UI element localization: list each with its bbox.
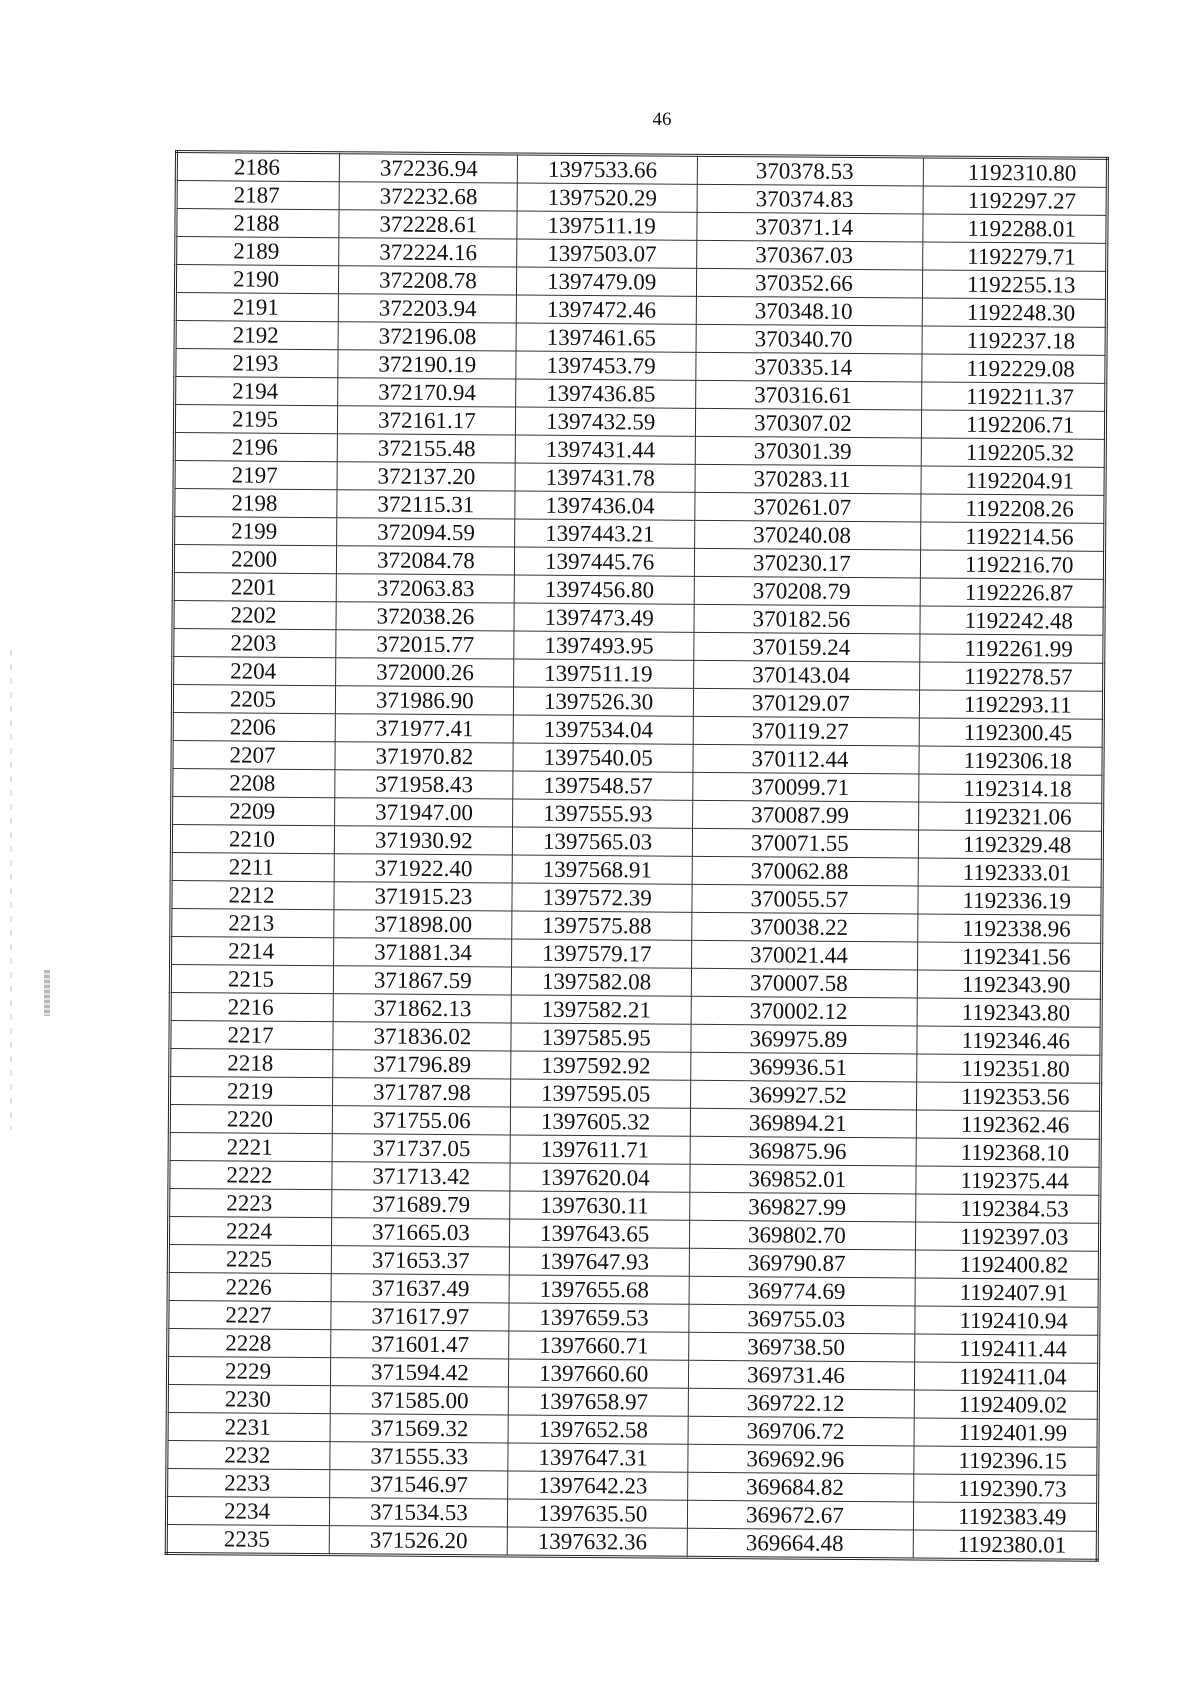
coordinate-y2-cell: 1192409.02 [914, 1390, 1098, 1419]
coordinate-y2-cell: 1192278.57 [920, 662, 1104, 691]
point-number-cell: 2222 [169, 1160, 332, 1189]
coordinate-x1-cell: 371737.05 [332, 1134, 510, 1163]
coordinate-y2-cell: 1192297.27 [923, 186, 1107, 215]
coordinate-y1-cell: 1397659.53 [509, 1303, 689, 1332]
coordinate-x2-cell: 370143.04 [694, 660, 920, 690]
coordinate-y2-cell: 1192226.87 [920, 578, 1104, 607]
coordinate-y1-cell: 1397575.88 [512, 911, 692, 940]
coordinate-x1-cell: 372236.94 [339, 153, 517, 183]
coordinate-y2-cell: 1192346.46 [917, 1026, 1101, 1055]
coordinate-x1-cell: 372094.59 [337, 518, 515, 547]
coordinate-x2-cell: 370002.12 [691, 996, 917, 1026]
coordinate-y2-cell: 1192279.71 [923, 242, 1107, 271]
coordinate-y1-cell: 1397445.76 [514, 547, 694, 576]
coordinate-x1-cell: 371958.43 [335, 770, 513, 799]
coordinate-x2-cell: 370159.24 [694, 632, 920, 662]
coordinate-x2-cell: 369672.67 [687, 1500, 913, 1530]
coordinate-y2-cell: 1192338.96 [918, 914, 1102, 943]
coordinate-y1-cell: 1397534.04 [513, 715, 693, 744]
point-number-cell: 2189 [176, 237, 339, 266]
coordinate-x1-cell: 372161.17 [337, 406, 515, 435]
coordinate-x2-cell: 370348.10 [696, 296, 922, 326]
coordinate-y1-cell: 1397643.65 [509, 1219, 689, 1248]
coordinate-x2-cell: 370240.08 [695, 520, 921, 550]
coordinate-y1-cell: 1397436.85 [516, 379, 696, 408]
coordinate-y1-cell: 1397511.19 [517, 211, 697, 240]
coordinate-x1-cell: 371617.97 [331, 1302, 509, 1331]
coordinate-x2-cell: 370230.17 [694, 548, 920, 578]
coordinate-y1-cell: 1397443.21 [515, 519, 695, 548]
coordinates-table [165, 150, 1109, 1562]
coordinate-x1-cell: 371867.59 [333, 966, 511, 995]
coordinate-y1-cell: 1397605.32 [510, 1107, 690, 1136]
coordinate-x1-cell: 371755.06 [332, 1106, 510, 1135]
coordinate-y1-cell: 1397647.93 [509, 1247, 689, 1276]
point-number-cell: 2186 [176, 152, 339, 182]
coordinate-y2-cell: 1192248.30 [922, 298, 1106, 327]
coordinate-y2-cell: 1192329.48 [918, 830, 1102, 859]
coordinate-y1-cell: 1397540.05 [513, 743, 693, 772]
point-number-cell: 2209 [172, 796, 335, 825]
coordinate-y2-cell: 1192300.45 [919, 718, 1103, 747]
coordinate-x2-cell: 369755.03 [689, 1304, 915, 1334]
point-number-cell: 2232 [167, 1440, 330, 1469]
point-number-cell: 2196 [174, 433, 337, 462]
coordinate-x1-cell: 371526.20 [329, 1526, 507, 1556]
point-number-cell: 2187 [176, 181, 339, 210]
coordinate-x1-cell: 372224.16 [339, 238, 517, 267]
point-number-cell: 2223 [169, 1188, 332, 1217]
coordinate-x2-cell: 369731.46 [688, 1360, 914, 1390]
coordinate-y2-cell: 1192411.04 [914, 1362, 1098, 1391]
page-number: 46 [652, 109, 672, 130]
coordinate-x2-cell: 370316.61 [696, 380, 922, 410]
coordinate-y1-cell: 1397473.49 [514, 603, 694, 632]
coordinate-y2-cell: 1192204.91 [921, 466, 1105, 495]
coordinate-y2-cell: 1192214.56 [921, 522, 1105, 551]
point-number-cell: 2205 [172, 684, 335, 713]
coordinate-x1-cell: 372000.26 [336, 658, 514, 687]
coordinate-y2-cell: 1192396.15 [914, 1446, 1098, 1475]
coordinate-x2-cell: 370352.66 [696, 268, 922, 298]
coordinate-y1-cell: 1397526.30 [513, 687, 693, 716]
coordinate-x1-cell: 372228.61 [339, 210, 517, 239]
coordinate-y1-cell: 1397585.95 [511, 1023, 691, 1052]
coordinate-y1-cell: 1397642.23 [508, 1471, 688, 1500]
coordinate-x1-cell: 371836.02 [333, 1022, 511, 1051]
coordinate-y1-cell: 1397568.91 [512, 855, 692, 884]
coordinate-x2-cell: 369975.89 [691, 1024, 917, 1054]
coordinate-y1-cell: 1397511.19 [514, 659, 694, 688]
coordinate-x1-cell: 371915.23 [334, 882, 512, 911]
coordinate-y2-cell: 1192336.19 [918, 886, 1102, 915]
coordinate-x2-cell: 369692.96 [688, 1444, 914, 1474]
coordinate-x2-cell: 370301.39 [695, 436, 921, 466]
coordinate-x1-cell: 371534.53 [329, 1498, 507, 1527]
coordinate-y1-cell: 1397579.17 [512, 939, 692, 968]
coordinate-y2-cell: 1192401.99 [914, 1418, 1098, 1447]
coordinate-y1-cell: 1397572.39 [512, 883, 692, 912]
coordinate-x1-cell: 371569.32 [330, 1414, 508, 1443]
coordinate-y2-cell: 1192242.48 [920, 606, 1104, 635]
coordinate-x1-cell: 371881.34 [334, 938, 512, 967]
coordinate-y2-cell: 1192293.11 [919, 690, 1103, 719]
coordinate-y1-cell: 1397595.05 [510, 1079, 690, 1108]
coordinate-x2-cell: 370099.71 [693, 772, 919, 802]
coordinate-x1-cell: 371653.37 [331, 1246, 509, 1275]
coordinate-x2-cell: 370307.02 [695, 408, 921, 438]
point-number-cell: 2216 [170, 992, 333, 1021]
scan-margin-artifact [10, 650, 12, 1130]
coordinate-y1-cell: 1397548.57 [513, 771, 693, 800]
coordinate-y2-cell: 1192343.90 [917, 970, 1101, 999]
coordinate-x2-cell: 370367.03 [697, 240, 923, 270]
coordinate-y1-cell: 1397493.95 [514, 631, 694, 660]
coordinate-y2-cell: 1192306.18 [919, 746, 1103, 775]
coordinate-x2-cell: 369706.72 [688, 1416, 914, 1446]
coordinate-x1-cell: 371546.97 [330, 1470, 508, 1499]
point-number-cell: 2210 [171, 824, 334, 853]
coordinate-y2-cell: 1192384.53 [916, 1194, 1100, 1223]
point-number-cell: 2226 [168, 1272, 331, 1301]
point-number-cell: 2227 [168, 1300, 331, 1329]
coordinate-x2-cell: 369927.52 [690, 1080, 916, 1110]
coordinate-x2-cell: 370261.07 [695, 492, 921, 522]
coordinate-y2-cell: 1192261.99 [920, 634, 1104, 663]
coordinate-x1-cell: 372232.68 [339, 182, 517, 211]
coordinate-x1-cell: 372208.78 [338, 266, 516, 295]
coordinate-x1-cell: 372203.94 [338, 294, 516, 323]
coordinate-x1-cell: 371922.40 [334, 854, 512, 883]
coordinate-x1-cell: 372063.83 [336, 574, 514, 603]
coordinate-y1-cell: 1397592.92 [511, 1051, 691, 1080]
coordinate-y2-cell: 1192229.08 [922, 354, 1106, 383]
coordinate-y2-cell: 1192333.01 [918, 858, 1102, 887]
point-number-cell: 2203 [173, 628, 336, 657]
coordinate-x2-cell: 370007.58 [691, 968, 917, 998]
coordinate-y1-cell: 1397660.71 [509, 1331, 689, 1360]
coordinate-y2-cell: 1192375.44 [916, 1166, 1100, 1195]
coordinate-y2-cell: 1192368.10 [916, 1138, 1100, 1167]
coordinate-y2-cell: 1192383.49 [913, 1502, 1097, 1531]
coordinate-x2-cell: 369802.70 [689, 1220, 915, 1250]
coordinate-y2-cell: 1192321.06 [919, 802, 1103, 831]
point-number-cell: 2200 [173, 545, 336, 574]
coordinate-x2-cell: 370374.83 [697, 184, 923, 214]
coordinate-x1-cell: 371796.89 [333, 1050, 511, 1079]
coordinate-y1-cell: 1397436.04 [515, 491, 695, 520]
coordinate-x2-cell: 370182.56 [694, 604, 920, 634]
coordinate-y2-cell: 1192208.26 [921, 494, 1105, 523]
coordinate-y2-cell: 1192314.18 [919, 774, 1103, 803]
coordinate-x1-cell: 371930.92 [334, 826, 512, 855]
coordinate-x1-cell: 372015.77 [336, 630, 514, 659]
coordinate-y1-cell: 1397479.09 [516, 267, 696, 296]
coordinate-x2-cell: 370038.22 [692, 912, 918, 942]
coordinate-y1-cell: 1397456.80 [514, 575, 694, 604]
coordinate-y2-cell: 1192237.18 [922, 326, 1106, 355]
coordinate-y1-cell: 1397652.58 [508, 1415, 688, 1444]
coordinate-y1-cell: 1397461.65 [516, 323, 696, 352]
coordinate-x2-cell: 370071.55 [692, 828, 918, 858]
coordinate-x1-cell: 372155.48 [337, 434, 515, 463]
coordinate-y2-cell: 1192205.32 [921, 438, 1105, 467]
coordinate-y2-cell: 1192390.73 [914, 1474, 1098, 1503]
coordinate-x1-cell: 371585.00 [330, 1386, 508, 1415]
coordinate-y2-cell: 1192310.80 [923, 157, 1107, 187]
coordinate-y1-cell: 1397655.68 [509, 1275, 689, 1304]
point-number-cell: 2195 [174, 405, 337, 434]
coordinate-y1-cell: 1397565.03 [512, 827, 692, 856]
coordinate-x2-cell: 370378.53 [697, 155, 923, 186]
coordinate-y1-cell: 1397520.29 [517, 183, 697, 212]
point-number-cell: 2199 [174, 517, 337, 546]
coordinate-y1-cell: 1397582.21 [511, 995, 691, 1024]
coordinate-x2-cell: 369936.51 [691, 1052, 917, 1082]
point-number-cell: 2229 [167, 1356, 330, 1385]
coordinate-x2-cell: 369684.82 [688, 1472, 914, 1502]
point-number-cell: 2213 [171, 908, 334, 937]
point-number-cell: 2225 [168, 1244, 331, 1273]
point-number-cell: 2197 [174, 461, 337, 490]
point-number-cell: 2218 [170, 1048, 333, 1077]
coordinate-y1-cell: 1397658.97 [508, 1387, 688, 1416]
coordinate-y1-cell: 1397432.59 [515, 407, 695, 436]
coordinate-x1-cell: 371601.47 [331, 1330, 509, 1359]
coordinate-y2-cell: 1192380.01 [913, 1530, 1097, 1560]
coordinate-y2-cell: 1192288.01 [923, 214, 1107, 243]
point-number-cell: 2208 [172, 768, 335, 797]
coordinate-x2-cell: 370335.14 [696, 352, 922, 382]
point-number-cell: 2193 [175, 349, 338, 378]
point-number-cell: 2212 [171, 880, 334, 909]
coordinate-y1-cell: 1397431.44 [515, 435, 695, 464]
coordinate-y1-cell: 1397647.31 [508, 1443, 688, 1472]
coordinates-table-container [165, 150, 1106, 1562]
coordinate-y1-cell: 1397503.07 [517, 239, 697, 268]
coordinate-x1-cell: 371898.00 [334, 910, 512, 939]
coordinate-y2-cell: 1192410.94 [915, 1306, 1099, 1335]
point-number-cell: 2207 [172, 740, 335, 769]
coordinate-x2-cell: 369790.87 [689, 1248, 915, 1278]
coordinate-x1-cell: 372170.94 [338, 378, 516, 407]
coordinate-x1-cell: 371594.42 [330, 1358, 508, 1387]
coordinate-x2-cell: 370021.44 [692, 940, 918, 970]
coordinate-y1-cell: 1397630.11 [510, 1191, 690, 1220]
coordinate-x2-cell: 369774.69 [689, 1276, 915, 1306]
coordinate-x1-cell: 372137.20 [337, 462, 515, 491]
coordinate-y2-cell: 1192341.56 [918, 942, 1102, 971]
coordinate-y1-cell: 1397431.78 [515, 463, 695, 492]
point-number-cell: 2219 [170, 1076, 333, 1105]
coordinate-x1-cell: 371986.90 [335, 686, 513, 715]
coordinate-x1-cell: 372115.31 [337, 490, 515, 519]
coordinate-y2-cell: 1192343.80 [917, 998, 1101, 1027]
coordinate-y2-cell: 1192353.56 [916, 1082, 1100, 1111]
coordinate-x2-cell: 370371.14 [697, 212, 923, 242]
coordinate-x1-cell: 371637.49 [331, 1274, 509, 1303]
point-number-cell: 2211 [171, 852, 334, 881]
coordinate-y1-cell: 1397620.04 [510, 1163, 690, 1192]
coordinate-x1-cell: 372038.26 [336, 602, 514, 631]
coordinate-x1-cell: 371970.82 [335, 742, 513, 771]
coordinate-y1-cell: 1397635.50 [507, 1499, 687, 1528]
coordinate-x1-cell: 372190.19 [338, 350, 516, 379]
coordinate-x1-cell: 371555.33 [330, 1442, 508, 1471]
coordinate-x1-cell: 372196.08 [338, 322, 516, 351]
point-number-cell: 2188 [176, 209, 339, 238]
table-row [166, 1524, 1097, 1560]
coordinate-y1-cell: 1397582.08 [511, 967, 691, 996]
point-number-cell: 2190 [175, 265, 338, 294]
coordinate-y2-cell: 1192206.71 [921, 410, 1105, 439]
coordinate-x2-cell: 370087.99 [693, 800, 919, 830]
coordinate-x2-cell: 369722.12 [688, 1388, 914, 1418]
point-number-cell: 2230 [167, 1384, 330, 1413]
coordinate-y2-cell: 1192411.44 [915, 1334, 1099, 1363]
coordinate-y1-cell: 1397632.36 [507, 1527, 687, 1557]
point-number-cell: 2201 [173, 572, 336, 601]
point-number-cell: 2214 [171, 936, 334, 965]
point-number-cell: 2235 [166, 1524, 329, 1554]
coordinate-x1-cell: 371787.98 [332, 1078, 510, 1107]
point-number-cell: 2206 [172, 712, 335, 741]
coordinate-y2-cell: 1192211.37 [922, 382, 1106, 411]
coordinate-x2-cell: 369852.01 [690, 1164, 916, 1194]
coordinate-y1-cell: 1397660.60 [508, 1359, 688, 1388]
point-number-cell: 2202 [173, 600, 336, 629]
point-number-cell: 2217 [170, 1020, 333, 1049]
point-number-cell: 2194 [175, 377, 338, 406]
coordinate-x1-cell: 371977.41 [335, 714, 513, 743]
coordinate-x2-cell: 369738.50 [689, 1332, 915, 1362]
coordinate-x1-cell: 372084.78 [336, 546, 514, 575]
point-number-cell: 2198 [174, 489, 337, 518]
coordinate-x2-cell: 369664.48 [687, 1528, 913, 1559]
point-number-cell: 2220 [169, 1104, 332, 1133]
coordinate-y2-cell: 1192397.03 [915, 1222, 1099, 1251]
coordinate-x2-cell: 369875.96 [690, 1136, 916, 1166]
point-number-cell: 2228 [168, 1328, 331, 1357]
coordinate-y2-cell: 1192216.70 [920, 550, 1104, 579]
coordinate-x2-cell: 370055.57 [692, 884, 918, 914]
coordinate-x2-cell: 370340.70 [696, 324, 922, 354]
coordinate-y2-cell: 1192407.91 [915, 1278, 1099, 1307]
coordinate-x2-cell: 370129.07 [693, 688, 919, 718]
point-number-cell: 2215 [170, 964, 333, 993]
coordinate-y2-cell: 1192255.13 [922, 270, 1106, 299]
coordinate-x2-cell: 370062.88 [692, 856, 918, 886]
coordinate-y1-cell: 1397555.93 [513, 799, 693, 828]
coordinate-y1-cell: 1397611.71 [510, 1135, 690, 1164]
point-number-cell: 2233 [167, 1468, 330, 1497]
point-number-cell: 2204 [173, 656, 336, 685]
coordinate-y2-cell: 1192400.82 [915, 1250, 1099, 1279]
coordinate-x1-cell: 371713.42 [332, 1162, 510, 1191]
point-number-cell: 2231 [167, 1412, 330, 1441]
coordinate-x2-cell: 369894.21 [690, 1108, 916, 1138]
point-number-cell: 2192 [175, 321, 338, 350]
coordinate-y2-cell: 1192362.46 [916, 1110, 1100, 1139]
coordinate-x1-cell: 371689.79 [332, 1190, 510, 1219]
point-number-cell: 2234 [166, 1496, 329, 1525]
coordinate-x2-cell: 370119.27 [693, 716, 919, 746]
point-number-cell: 2224 [168, 1216, 331, 1245]
coordinate-x2-cell: 370283.11 [695, 464, 921, 494]
coordinate-x2-cell: 370208.79 [694, 576, 920, 606]
coordinate-y1-cell: 1397472.46 [516, 295, 696, 324]
coordinate-x2-cell: 369827.99 [690, 1192, 916, 1222]
point-number-cell: 2221 [169, 1132, 332, 1161]
coordinate-y1-cell: 1397533.66 [517, 154, 697, 184]
coordinate-y1-cell: 1397453.79 [516, 351, 696, 380]
scan-smudge [44, 970, 50, 1016]
coordinate-x1-cell: 371665.03 [331, 1218, 509, 1247]
coordinate-x2-cell: 370112.44 [693, 744, 919, 774]
coordinate-x1-cell: 371947.00 [335, 798, 513, 827]
coordinate-x1-cell: 371862.13 [333, 994, 511, 1023]
point-number-cell: 2191 [175, 293, 338, 322]
coordinates-table-body [166, 152, 1107, 1561]
coordinate-y2-cell: 1192351.80 [917, 1054, 1101, 1083]
